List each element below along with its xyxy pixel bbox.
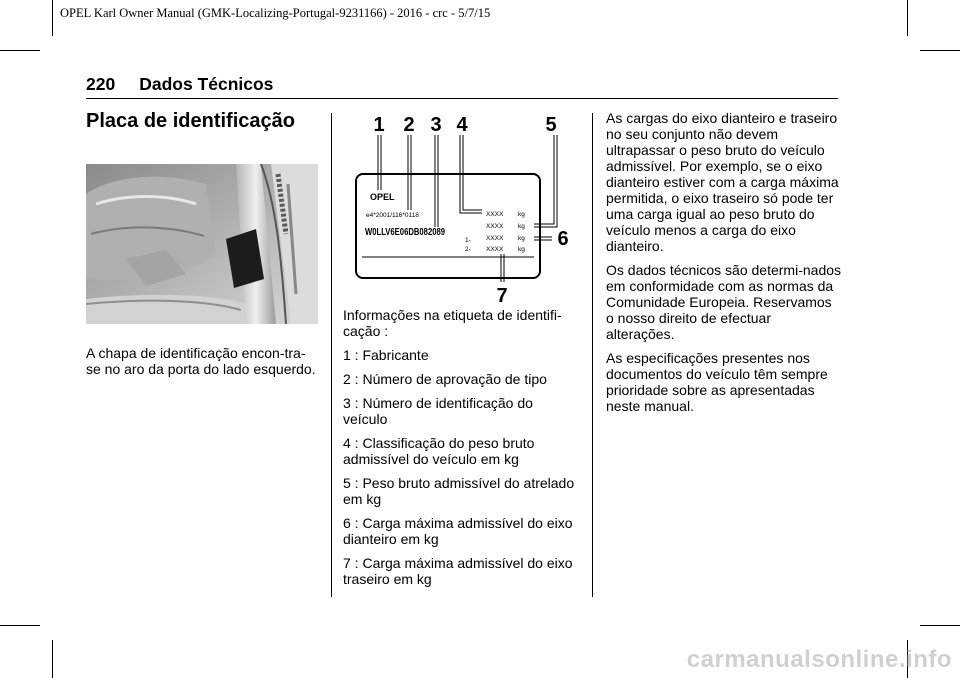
crop-mark [920, 50, 960, 51]
plate-weight-unit: kg [518, 223, 525, 230]
crop-mark [52, 0, 53, 36]
plate-axle-label: 1- [465, 237, 471, 244]
plate-weight-value: XXXX [486, 211, 504, 218]
legend-item: 7 : Carga máxima admissível do eixo traseiro em kg [343, 555, 573, 587]
callout-5: 5 [545, 114, 557, 136]
paragraph: As especificações presentes nos documentos do veículo têm sempre prioridade sobre as apresentadas neste manual. [606, 350, 828, 414]
section-title: Placa de identificação [86, 110, 295, 132]
door-pillar-photo [86, 164, 318, 324]
leader-line-1 [378, 135, 381, 190]
plate-weight-value: XXXX [486, 235, 504, 242]
callout-4: 4 [456, 114, 468, 136]
paragraph: Os dados técnicos são determi-nados em conformidade com as normas da Comunidade Europeia. Reservamos o nosso direito de efectuar alterações. [606, 262, 842, 342]
legend-item: 3 : Número de identificação do veículo [343, 395, 533, 427]
plate-outline [356, 174, 540, 278]
column-divider [331, 113, 332, 597]
plate-weight-value: XXXX [486, 246, 504, 253]
photo-caption [86, 345, 316, 385]
chapter-title: Dados Técnicos [139, 74, 274, 94]
plate-weight-unit: kg [518, 235, 525, 242]
axle-load-notes [606, 110, 842, 422]
watermark: carmanualsonline.info [686, 646, 952, 673]
plate-brand: OPEL [370, 192, 395, 202]
page-number: 220 [86, 74, 116, 94]
page-header [86, 74, 273, 95]
crop-mark [0, 625, 40, 626]
plate-weight-value: XXXX [486, 223, 504, 230]
callout-1: 1 [373, 114, 385, 136]
legend-item: 1 : Fabricante [343, 347, 429, 363]
crop-mark [907, 0, 908, 36]
plate-vin: W0LLV6E06DB082089 [365, 227, 446, 238]
callout-3: 3 [430, 114, 442, 136]
legend-item: 4 : Classificação do peso bruto admissível do veículo em kg [343, 435, 535, 467]
callout-2: 2 [403, 114, 415, 136]
paragraph: As cargas do eixo dianteiro e traseiro no seu conjunto não devem ultrapassar o peso bruto do veículo admissível. Por exemplo, se o eixo dianteiro estiver com a carga máxima permitida, o eixo traseiro só pode ter uma carga igual ao peso bruto do veículo menos a carga do eixo dianteiro. [606, 110, 839, 254]
crop-mark [920, 625, 960, 626]
column-divider [592, 113, 593, 597]
legend-item: 6 : Carga máxima admissível do eixo dianteiro em kg [343, 515, 573, 547]
leader-line-2 [408, 135, 411, 210]
header-rule [86, 98, 838, 99]
callout-7: 7 [496, 285, 508, 304]
legend-item: 2 : Número de aprovação de tipo [343, 371, 547, 387]
plate-weight-unit: kg [518, 246, 525, 253]
caption-text: A chapa de identificação encon-tra-se no aro da porta do lado esquerdo. [86, 345, 316, 377]
running-head: OPEL Karl Owner Manual (GMK-Localizing-Portugal-9231166) - 2016 - crc - 5/7/15 [60, 6, 491, 20]
plate-diagram [352, 110, 584, 304]
leader-line-3 [435, 135, 438, 227]
leader-line-6 [534, 237, 552, 240]
plate-weight-unit: kg [518, 211, 525, 218]
legend-intro: Informações na etiqueta de identifi-cação : [343, 307, 562, 339]
leader-line-5 [534, 135, 557, 227]
plate-axle-label: 2- [465, 246, 471, 253]
plate-legend [343, 307, 579, 595]
legend-item: 5 : Peso bruto admissível do atrelado em kg [343, 475, 575, 507]
crop-mark [52, 640, 53, 678]
plate-approval-number: e4*2001/116*0118 [366, 212, 419, 219]
callout-6: 6 [557, 228, 569, 250]
crop-mark [0, 50, 40, 51]
